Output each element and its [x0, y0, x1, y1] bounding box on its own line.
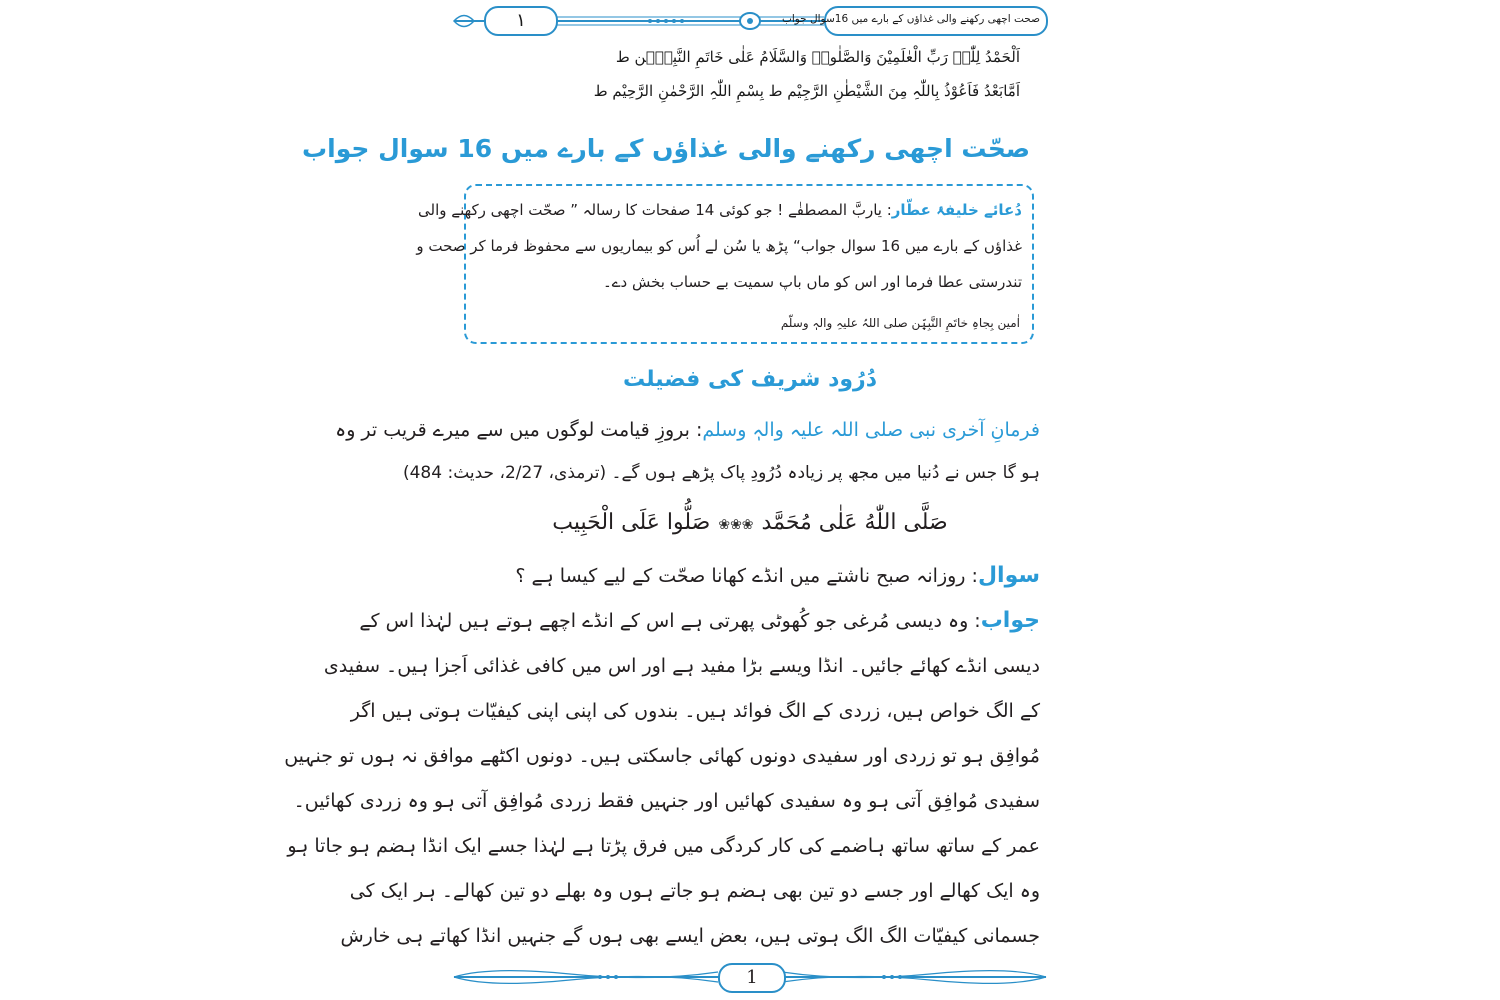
- answer-line: دیسی انڈے کھائے جائیں۔ انڈا ویسے بڑا مفید ہے اور اس میں کافی غذائی اَجزا ہیں۔ سفیدی: [323, 655, 1040, 677]
- salawat-right: صَلَّى اللّٰهُ عَلٰى مُحَمَّد: [761, 510, 948, 535]
- answer-line: کے الگ خواص ہیں، زردی کے الگ فوائد ہیں۔ بندوں کی اپنی اپنی کیفیّات ہوتی ہیں اگر: [350, 700, 1040, 722]
- salawat-ornament: ❀❀❀: [718, 517, 754, 533]
- hadith-line-1: [335, 412, 1040, 448]
- answer-line: وہ ایک کھالے اور جسے دو تین بھی ہضم ہو جاتے ہوں وہ بھلے دو تین کھالے۔ ہر ایک کی: [349, 880, 1040, 902]
- dua-amin: اٰمین بِجاہِ خاتَمِ النَّبِیّٖن صلی اللہُ علیہِ والہٖ وسلّم: [780, 316, 1020, 330]
- answer-line: سفیدی مُوافِق آتی ہو وہ سفیدی کھائیں اور جنہیں فقط زردی مُوافِق آتی ہو وہ زردی کھائیں۔: [293, 790, 1040, 812]
- answer-line: جسمانی کیفیّات الگ الگ ہوتی ہیں، بعض ایسے بھی ہوں گے جنہیں انڈا کھاتے ہی خارش: [340, 925, 1040, 947]
- dua-line-1: [418, 198, 1022, 222]
- dua-heading: دُعائے خلیفۂ عطّار: [891, 201, 1022, 219]
- question-label: سوال: [977, 563, 1040, 588]
- answer-line-1: [359, 603, 1040, 639]
- hadith-line-1-text: : بروزِ قیامت لوگوں میں سے میرے قریب تر وہ: [335, 419, 703, 441]
- answer-line: مُوافِق ہو تو زردی اور سفیدی دونوں کھائی جاسکتی ہیں۔ دونوں اکٹھے موافق نہ ہوں تو جنہیں: [284, 745, 1040, 767]
- page-title: صحّت اچھی رکھنے والی غذاؤں کے بارے میں 16 سوال جواب: [302, 134, 1030, 163]
- dua-line-3: تندرستی عطا فرما اور اس کو ماں باپ سمیت بے حساب بخش دے۔: [602, 273, 1022, 291]
- header-running-title: صحت اچھی رکھنے والی غذاؤں کے بارے میں 16سوال جواب: [781, 13, 1040, 25]
- opening-line-2: اَمَّابَعْدُ فَاَعُوْذُ بِاللّٰہِ مِنَ الشَّیْطٰنِ الرَّجِیْم ط بِسْمِ اللّٰہِ الرَّحْمٰنِ الرَّحِیْم ط: [593, 82, 1020, 100]
- question-line: [450, 558, 1040, 594]
- durood-heading: دُرُود شریف کی فضیلت: [622, 367, 878, 392]
- salawat-line: [520, 510, 980, 535]
- hadith-label: فرمانِ آخری نبی صلی اللہ علیہ والہٖ وسلم: [702, 419, 1040, 441]
- answer-line-1-text: : وہ دیسی مُرغی جو کُھوٹی پھرتی ہے اس کے انڈے اچھے ہوتے ہیں لہٰذا اس کے: [359, 610, 981, 632]
- header-page-number: ۱: [484, 6, 558, 36]
- answer-label: جواب: [980, 608, 1040, 633]
- question-text: : روزانہ صبح ناشتے میں انڈے کھانا صحّت کے لیے کیسا ہے ؟: [515, 565, 978, 587]
- document-page: [284, 0, 1050, 1000]
- footer-page-number: 1: [718, 963, 786, 993]
- hadith-line-2: ہو گا جس نے دُنیا میں مجھ پر زیادہ دُرُودِ پاک پڑھے ہوں گے۔ (ترمذی، 2/27، حدیث: 484): [402, 463, 1040, 483]
- answer-line: عمر کے ساتھ ساتھ ہاضمے کی کار کردگی میں فرق پڑتا ہے لہٰذا جسے ایک انڈا ہضم ہو جاتا ہو: [287, 835, 1040, 857]
- salawat-left: صَلُّوا عَلَى الْحَبِيب: [552, 510, 711, 535]
- dua-line-1-text: : یاربَّ المصطفٰے ! جو کوئی 14 صفحات کا رسالہ ” صحّت اچھی رکھنے والی: [418, 201, 892, 219]
- dua-line-2: غذاؤں کے بارے میں 16 سوال جواب“ پڑھ یا سُن لے اُس کو بیماریوں سے محفوظ فرما کر صحت و: [416, 237, 1022, 255]
- opening-line-1: اَلْحَمْدُ لِلّٰہِ رَبِّ الْعٰلَمِیْنَ وَالصَّلٰوۃُ وَالسَّلَامُ عَلٰی خَاتَمِ النَّبِیّٖن ط: [615, 48, 1020, 66]
